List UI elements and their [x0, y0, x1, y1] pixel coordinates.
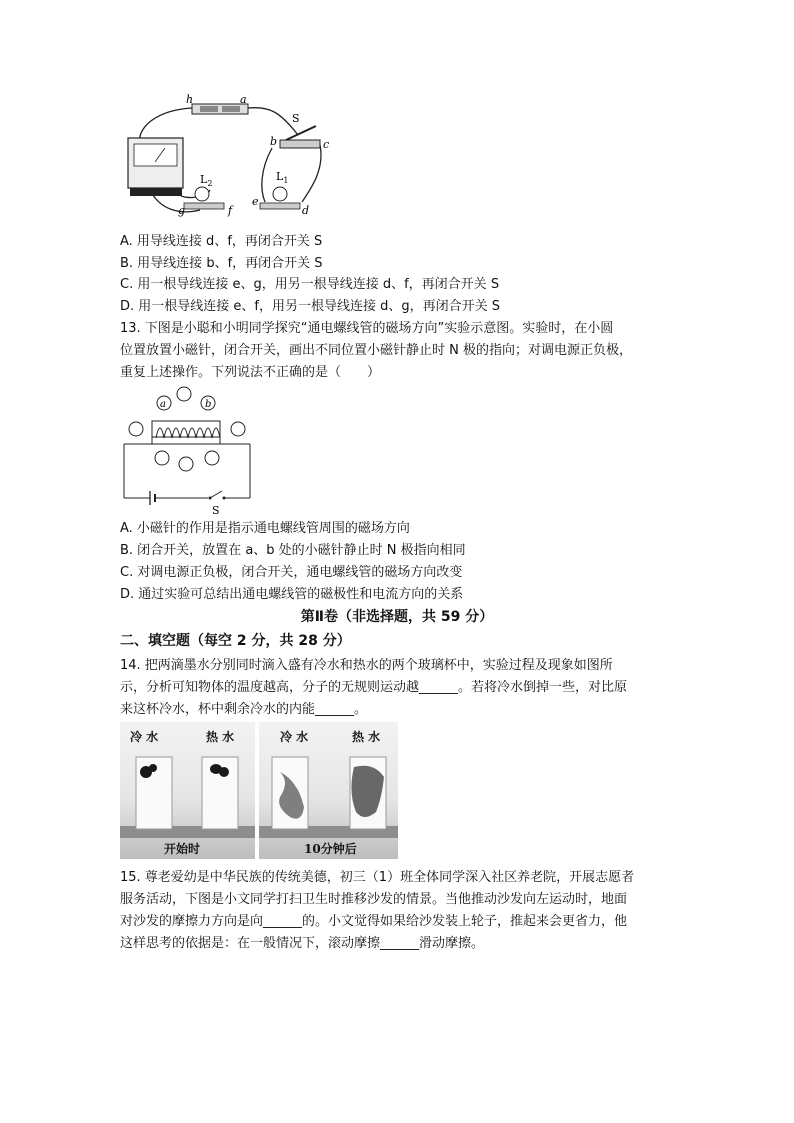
q12-option-c: C. 用一根导线连接 e、g，用另一根导线连接 d、f，再闭合开关 S: [120, 277, 500, 292]
q14-line: 14. 把两滴墨水分别同时滴入盛有冷水和热水的两个玻璃杯中，实验过程及现象如图所: [120, 658, 613, 673]
label-h: h: [186, 93, 194, 106]
q13-stem-line: 重复上述操作。下列说法不正确的是（ ）: [120, 365, 381, 380]
label-a: a: [160, 399, 166, 410]
section-title: 二、填空题（每空 2 分，共 28 分）: [120, 633, 351, 649]
caption-start: 开始时: [164, 842, 201, 856]
q13-option-d: D. 通过实验可总结出通电螺线管的磁极性和电流方向的关系: [120, 587, 464, 602]
q14-line: 示，分析可知物体的温度越高，分子的无规则运动越______。若将冷水倒掉一些，对比原: [120, 680, 628, 695]
q15-line: 这样思考的依据是：在一般情况下，滚动摩擦______滑动摩擦。: [120, 936, 485, 951]
q12-option-b: B. 用导线连接 b、f，再闭合开关 S: [120, 256, 323, 271]
q13-option-b: B. 闭合开关，放置在 a、b 处的小磁针静止时 N 极指向相同: [120, 543, 466, 558]
label-e: e: [252, 195, 259, 208]
label-cold-water-left: 冷 水: [130, 730, 159, 744]
q15-line: 服务活动，下图是小文同学打扫卫生时推移沙发的情景。当他推动沙发向左运动时，地面: [120, 892, 628, 907]
label-f: f: [228, 204, 233, 217]
solenoid-figure-q13: [120, 382, 260, 517]
label-l1: $L_1$: [276, 170, 289, 185]
label-g: g: [178, 204, 186, 217]
q13-option-a: A. 小磁针的作用是指示通电螺线管周围的磁场方向: [120, 521, 410, 536]
q13-stem-line: 位置放置小磁针，闭合开关，画出不同位置小磁针静止时 N 极的指向；对调电源正负极，: [120, 343, 632, 358]
label-l2: $L_2$: [200, 173, 213, 188]
label-b: b: [270, 135, 278, 148]
label-c: c: [323, 138, 330, 151]
label-hot-water-left: 热 水: [206, 730, 235, 744]
label-d: d: [302, 204, 310, 217]
q12-option-a: A. 用导线连接 d、f，再闭合开关 S: [120, 234, 323, 249]
q12-option-d: D. 用一根导线连接 e、f，用另一根导线连接 d、g，再闭合开关 S: [120, 299, 501, 314]
caption-after: 10分钟后: [304, 842, 357, 856]
circuit-figure-q12: [120, 90, 340, 220]
part2-title: 第Ⅱ卷（非选择题，共 59 分）: [300, 609, 494, 625]
label-cold-water-right: 冷 水: [280, 730, 309, 744]
label-hot-water-right: 热 水: [352, 730, 381, 744]
label-s: S: [292, 112, 300, 125]
q14-line: 来这杯冷水，杯中剩余冷水的内能______。: [120, 702, 368, 717]
label-b: b: [205, 399, 212, 410]
ink-diffusion-photo: [120, 722, 398, 859]
q15-line: 15. 尊老爱幼是中华民族的传统美德，初三（1）班全体同学深入社区养老院，开展志愿者: [120, 870, 635, 885]
q15-line: 对沙发的摩擦力方向是向______的。小文觉得如果给沙发装上轮子，推起来会更省力，他: [120, 914, 628, 929]
label-a: a: [240, 93, 247, 106]
q13-stem-line: 13. 下图是小聪和小明同学探究“通电螺线管的磁场方向”实验示意图。实验时，在小圆: [120, 321, 614, 336]
q13-option-c: C. 对调电源正负极，闭合开关，通电螺线管的磁场方向改变: [120, 565, 463, 580]
label-s: S: [212, 504, 220, 517]
